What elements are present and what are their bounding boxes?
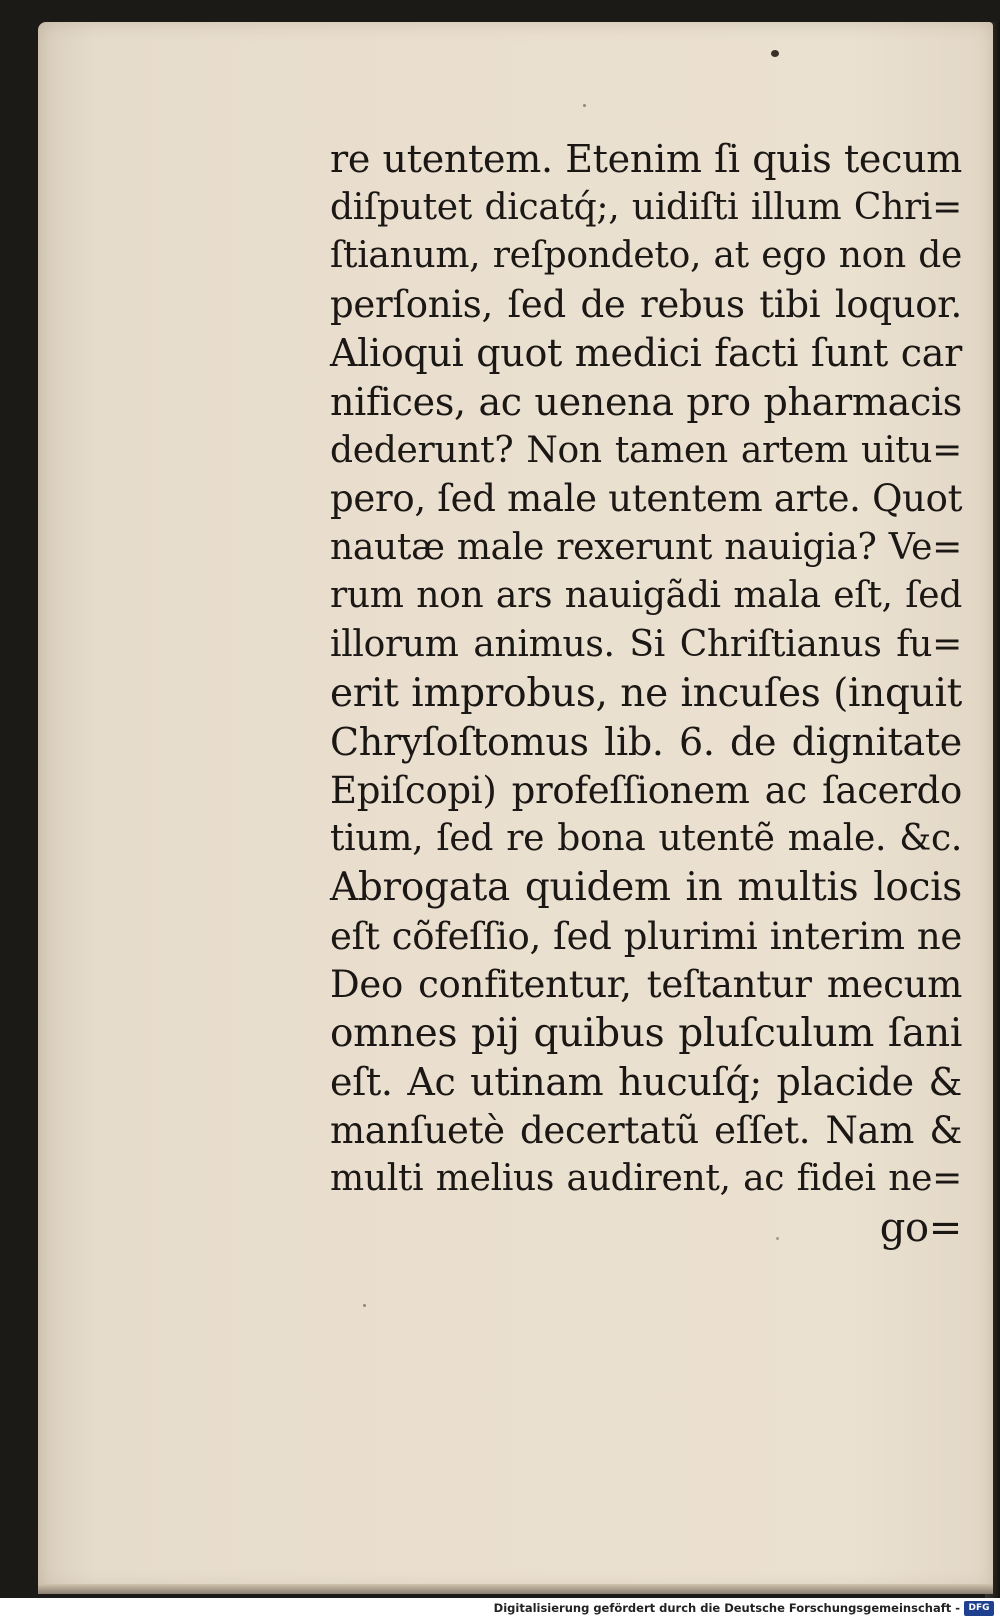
text-line: Epiſcopi) profeſſionem ac ſacerdo (330, 768, 962, 812)
text-line: Abrogata quidem in multis locis (330, 864, 962, 910)
text-line: eſt. Ac utinam hucuſq́; placide & (330, 1060, 962, 1105)
text-line: rum non ars nauigãdi mala eſt, ſed (330, 575, 962, 617)
text-line: dederunt? Non tamen artem uitu= (330, 429, 962, 471)
text-line: nautæ male rexerunt nauigia? Ve= (330, 526, 962, 568)
ink-spot (583, 104, 586, 107)
text-line: tium, ſed re bona utentẽ male. &c. (330, 818, 962, 860)
text-line: pero, ſed male utentem arte. Quot (330, 477, 963, 521)
text-line: diſputet dicatq́;, uidiſti illum Chri= (330, 186, 962, 228)
text-line: illorum animus. Si Chriſtianus fu= (330, 623, 962, 665)
text-line: Deo confitentur, teſtantur mecum (330, 963, 962, 1007)
text-line: ſtianum, reſpondeto, at ego non de (330, 235, 962, 277)
text-line: perſonis, ſed de rebus tibi loquor. (330, 282, 962, 326)
dfg-logo[interactable]: DFG (964, 1601, 994, 1616)
text-line: re utentem. Etenim ſi quis tecum (330, 137, 962, 181)
text-block (330, 135, 962, 1253)
footer-credit: Digitalisierung gefördert durch die Deutsche Forschungsgemeinschaft - (493, 1601, 960, 1615)
ink-spot (771, 50, 779, 57)
catchword: go= (879, 1205, 962, 1252)
text-line: eſt cõfeſſio, ſed plurimi interim ne (330, 914, 962, 958)
digitization-footer (0, 1598, 1000, 1620)
text-line: Chryſoſtomus lib. 6. de dignitate (330, 720, 962, 765)
text-line: multi melius audirent, ac fidei ne= (330, 1158, 962, 1200)
text-line: erit improbus, ne incuſes (inquit (330, 670, 962, 716)
text-line: omnes pij quibus pluſculum ſani (330, 1010, 962, 1056)
page-bottom-edge (38, 1584, 993, 1594)
text-line: Alioqui quot medici facti ſunt car (330, 331, 962, 376)
text-line: manſuetè decertatũ eſſet. Nam & (330, 1108, 962, 1152)
text-line: nifices, ac uenena pro pharmacis (330, 379, 962, 424)
ink-spot (363, 1304, 366, 1307)
